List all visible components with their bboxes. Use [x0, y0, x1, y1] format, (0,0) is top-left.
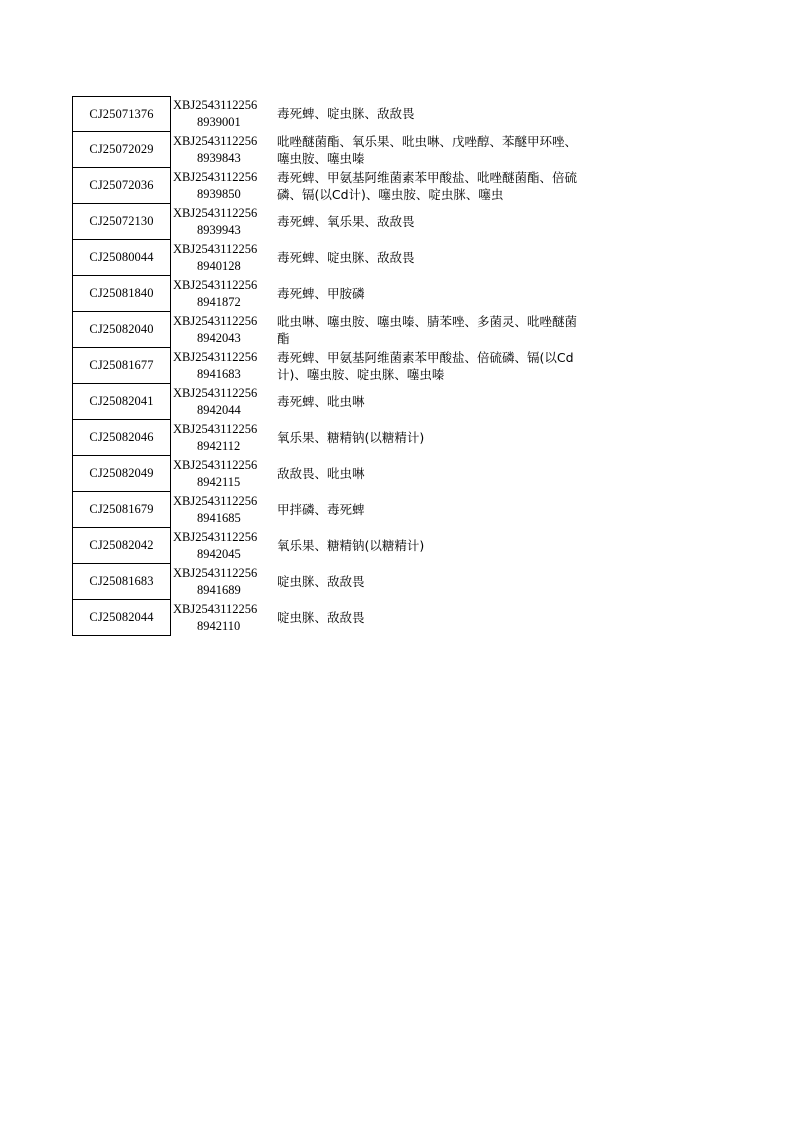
table-row	[72, 204, 592, 240]
report-code-line2: 8942115	[197, 475, 241, 489]
sample-id-cell: CJ25072130	[72, 204, 171, 240]
test-items-cell	[275, 168, 589, 204]
report-code-cell	[171, 132, 275, 168]
sample-id-cell: CJ25072036	[72, 168, 171, 204]
report-code-cell	[171, 96, 275, 132]
table-row	[72, 492, 592, 528]
test-items-text: 吡唑醚菌酯、氧乐果、吡虫啉、戊唑醇、苯醚甲环唑、噻虫胺、噻虫嗪	[277, 133, 578, 166]
report-code-line1: XBJ2543112256	[173, 134, 258, 148]
table-row	[72, 348, 592, 384]
test-items-text: 毒死蜱、甲胺磷	[277, 286, 365, 302]
test-items-text: 毒死蜱、啶虫脒、敌敌畏	[277, 106, 415, 122]
report-code-line2: 8941685	[197, 511, 241, 525]
report-code-line2: 8939850	[197, 187, 241, 201]
sample-id-cell: CJ25082044	[72, 600, 171, 636]
table-row	[72, 384, 592, 420]
test-items-cell	[275, 384, 589, 420]
report-code-line1: XBJ2543112256	[173, 602, 258, 616]
test-items-cell	[275, 204, 589, 240]
test-items-text: 毒死蜱、吡虫啉	[277, 394, 365, 410]
report-code-cell	[171, 600, 275, 636]
test-items-cell	[275, 276, 589, 312]
sample-id-cell: CJ25071376	[72, 96, 171, 132]
test-items-text: 毒死蜱、啶虫脒、敌敌畏	[277, 250, 415, 266]
report-code-line1: XBJ2543112256	[173, 494, 258, 508]
report-code-line2: 8942045	[197, 547, 241, 561]
report-code-cell	[171, 168, 275, 204]
report-code-cell	[171, 276, 275, 312]
test-items-cell	[275, 240, 589, 276]
report-code-line1: XBJ2543112256	[173, 350, 258, 364]
table-row	[72, 240, 592, 276]
report-code-cell	[171, 492, 275, 528]
table-row	[72, 312, 592, 348]
test-items-cell	[275, 456, 589, 492]
report-code-cell	[171, 528, 275, 564]
test-items-text: 毒死蜱、氧乐果、敌敌畏	[277, 214, 415, 230]
report-code-cell	[171, 312, 275, 348]
report-code-line2: 8939943	[197, 223, 241, 237]
test-items-cell	[275, 96, 589, 132]
table-row	[72, 600, 592, 636]
sample-id-cell: CJ25082049	[72, 456, 171, 492]
report-code-line2: 8941683	[197, 367, 241, 381]
sample-id-cell: CJ25082041	[72, 384, 171, 420]
test-items-text: 吡虫啉、噻虫胺、噻虫嗪、腈苯唑、多菌灵、吡唑醚菌酯	[277, 313, 578, 346]
table-row	[72, 420, 592, 456]
report-code-line1: XBJ2543112256	[173, 386, 258, 400]
test-items-cell	[275, 348, 589, 384]
test-items-cell	[275, 312, 589, 348]
report-code-line1: XBJ2543112256	[173, 458, 258, 472]
test-items-text: 甲拌磷、毒死蜱	[277, 502, 365, 518]
sample-id-cell: CJ25081679	[72, 492, 171, 528]
table-row	[72, 456, 592, 492]
sample-id-cell: CJ25082042	[72, 528, 171, 564]
report-code-cell	[171, 384, 275, 420]
report-code-line2: 8939843	[197, 151, 241, 165]
report-code-line2: 8942043	[197, 331, 241, 345]
table-row	[72, 528, 592, 564]
test-items-cell	[275, 600, 589, 636]
report-code-line1: XBJ2543112256	[173, 422, 258, 436]
sample-id-cell: CJ25080044	[72, 240, 171, 276]
report-code-line2: 8942110	[197, 619, 241, 633]
test-items-text: 氧乐果、糖精钠(以糖精计)	[277, 430, 425, 446]
report-code-line1: XBJ2543112256	[173, 314, 258, 328]
report-code-cell	[171, 204, 275, 240]
sample-id-cell: CJ25081840	[72, 276, 171, 312]
test-items-cell	[275, 420, 589, 456]
table-row	[72, 276, 592, 312]
test-items-text: 敌敌畏、吡虫啉	[277, 466, 365, 482]
table-row	[72, 132, 592, 168]
sample-id-cell: CJ25082040	[72, 312, 171, 348]
test-items-cell	[275, 564, 589, 600]
report-code-line2: 8939001	[197, 115, 241, 129]
sample-id-cell: CJ25072029	[72, 132, 171, 168]
test-items-cell	[275, 492, 589, 528]
report-code-line1: XBJ2543112256	[173, 170, 258, 184]
sample-id-cell: CJ25081677	[72, 348, 171, 384]
table-row	[72, 168, 592, 204]
inspection-table	[72, 96, 592, 636]
test-items-text: 啶虫脒、敌敌畏	[277, 574, 365, 590]
report-code-line1: XBJ2543112256	[173, 242, 258, 256]
sample-id-cell: CJ25081683	[72, 564, 171, 600]
report-code-cell	[171, 456, 275, 492]
report-code-cell	[171, 420, 275, 456]
report-code-line1: XBJ2543112256	[173, 98, 258, 112]
test-items-cell	[275, 132, 589, 168]
report-code-line2: 8941689	[197, 583, 241, 597]
report-code-line1: XBJ2543112256	[173, 566, 258, 580]
table-row	[72, 96, 592, 132]
report-code-line2: 8940128	[197, 259, 241, 273]
test-items-text: 氧乐果、糖精钠(以糖精计)	[277, 538, 425, 554]
report-code-line1: XBJ2543112256	[173, 530, 258, 544]
test-items-text: 毒死蜱、甲氨基阿维菌素苯甲酸盐、倍硫磷、镉(以Cd计)、噻虫胺、啶虫脒、噻虫嗪	[277, 349, 574, 382]
report-code-cell	[171, 240, 275, 276]
report-code-line2: 8942044	[197, 403, 241, 417]
test-items-text: 毒死蜱、甲氨基阿维菌素苯甲酸盐、吡唑醚菌酯、倍硫磷、镉(以Cd计)、噻虫胺、啶虫脒、噻虫	[277, 169, 578, 202]
test-items-text: 啶虫脒、敌敌畏	[277, 610, 365, 626]
table-row	[72, 564, 592, 600]
report-code-line2: 8942112	[197, 439, 241, 453]
report-code-cell	[171, 564, 275, 600]
report-code-line2: 8941872	[197, 295, 241, 309]
report-code-line1: XBJ2543112256	[173, 278, 258, 292]
test-items-cell	[275, 528, 589, 564]
report-code-line1: XBJ2543112256	[173, 206, 258, 220]
sample-id-cell: CJ25082046	[72, 420, 171, 456]
report-code-cell	[171, 348, 275, 384]
